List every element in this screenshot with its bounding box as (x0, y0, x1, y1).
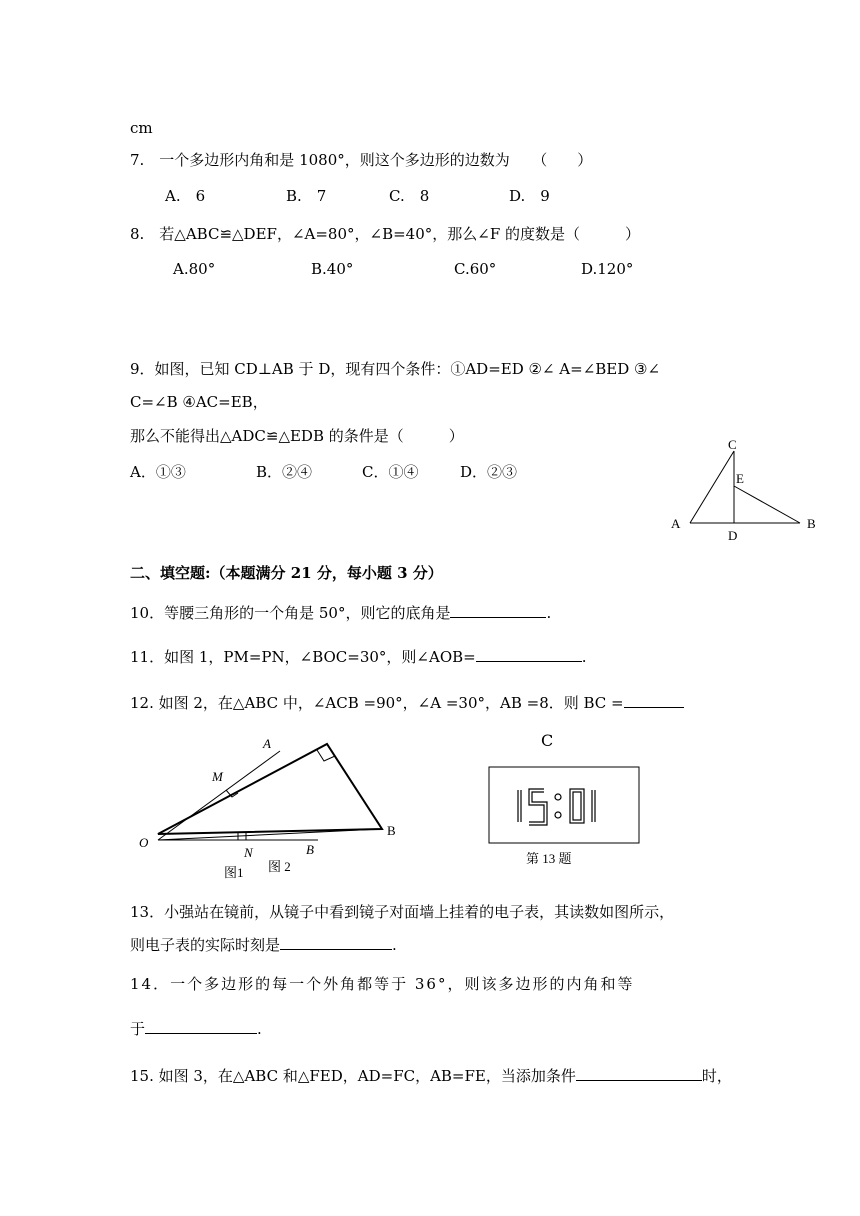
section-2-heading: 二、填空题:（本题满分 21 分，每小题 3 分） (130, 564, 443, 582)
question-15 (130, 1065, 732, 1086)
q7-option-c: C. 8 (389, 187, 430, 205)
q8-option-c: C.60° (454, 260, 497, 278)
q15-answer-blank[interactable] (576, 1065, 702, 1081)
q15-tail: 时， (701, 1067, 732, 1085)
q13-period: . (392, 936, 397, 954)
question-10 (130, 602, 551, 623)
question-7: 7. 一个多边形内角和是 1080°，则这个多边形的边数为 （ ） (130, 151, 593, 169)
q13-answer-blank[interactable] (280, 934, 392, 950)
q14-period: . (257, 1020, 262, 1038)
q9-option-c: C．①④ (362, 463, 419, 481)
question-9-line3: 那么不能得出△ADC≌△EDB 的条件是（ ） (130, 427, 464, 445)
q8-option-d: D.120° (581, 260, 634, 278)
q14-answer-blank[interactable] (145, 1018, 257, 1034)
q11-answer-blank[interactable] (476, 646, 582, 662)
question-14-line2 (130, 1018, 262, 1039)
label-o: O (139, 835, 149, 850)
q9-option-a: A．①③ (130, 463, 186, 481)
q8-option-b: B.40° (311, 260, 354, 278)
segment-ac (690, 451, 734, 523)
caption-figure-1: 图1 (224, 865, 244, 880)
q12-answer-blank[interactable] (624, 692, 684, 708)
q10-answer-blank[interactable] (450, 602, 546, 618)
mirrored-digits (518, 789, 595, 825)
figure-9-triangle (664, 434, 824, 546)
ray-oa (158, 751, 280, 840)
label-d: D (728, 528, 738, 543)
figure-13-clock (488, 764, 642, 868)
q8-option-a: A.80° (173, 260, 216, 278)
question-14-line1: 14．一个多边形的每一个外角都等于 36°，则该多边形的内角和等 (130, 975, 635, 993)
label-e: E (736, 471, 744, 486)
q11-text: 11．如图 1，PM=PN，∠BOC=30°，则∠AOB= (130, 648, 476, 666)
question-9-line2: C=∠B ④AC=EB， (130, 393, 268, 411)
q13-text: 则电子表的实际时刻是 (130, 936, 281, 954)
label-n: N (244, 845, 253, 860)
unit-cm: cm (130, 119, 153, 137)
label-b-triangle: B (387, 823, 396, 838)
label-a-ray: A (263, 736, 271, 751)
label-m: M (212, 769, 223, 784)
label-c-above-clock: C (541, 731, 554, 750)
label-b-ray: B (306, 842, 314, 857)
caption-figure-13: 第 13 题 (526, 851, 572, 866)
question-12 (130, 692, 684, 713)
caption-figure-2: 图 2 (268, 859, 291, 874)
q7-option-a: A. 6 (165, 187, 206, 205)
q9-option-b: B．②④ (256, 463, 313, 481)
segment-eb (734, 486, 800, 523)
question-8: 8. 若△ABC≌△DEF，∠A=80°，∠B=40°，那么∠F 的度数是（ ） (130, 225, 640, 243)
q9-option-d: D．②③ (460, 463, 518, 481)
clock-frame (489, 767, 639, 843)
question-13-line2 (130, 934, 397, 955)
label-a: A (671, 516, 681, 531)
q15-text: 15. 如图 3，在△ABC 和△FED，AD=FC，AB=FE，当添加条件 (130, 1067, 576, 1085)
q7-option-d: D. 9 (509, 187, 550, 205)
q10-text: 10．等腰三角形的一个角是 50°，则它的底角是 (130, 604, 451, 622)
q7-option-b: B. 7 (286, 187, 327, 205)
figure-1-2 (130, 730, 410, 882)
label-b: B (807, 516, 816, 531)
question-9-line1: 9．如图，已知 CD⊥AB 于 D，现有四个条件：①AD=ED ②∠ A=∠BED ③∠ (130, 360, 661, 378)
triangle-abc (158, 744, 382, 834)
q12-text: 12. 如图 2，在△ABC 中，∠ACB =90°，∠A =30°，AB =8．则 BC = (130, 694, 624, 712)
question-11 (130, 646, 587, 667)
question-13-line1: 13．小强站在镜前，从镜子中看到镜子对面墙上挂着的电子表，其读数如图所示， (130, 903, 675, 921)
q11-period: . (581, 648, 587, 666)
q14-text: 于 (130, 1020, 146, 1038)
label-c: C (728, 437, 737, 452)
q10-period: . (546, 604, 552, 622)
